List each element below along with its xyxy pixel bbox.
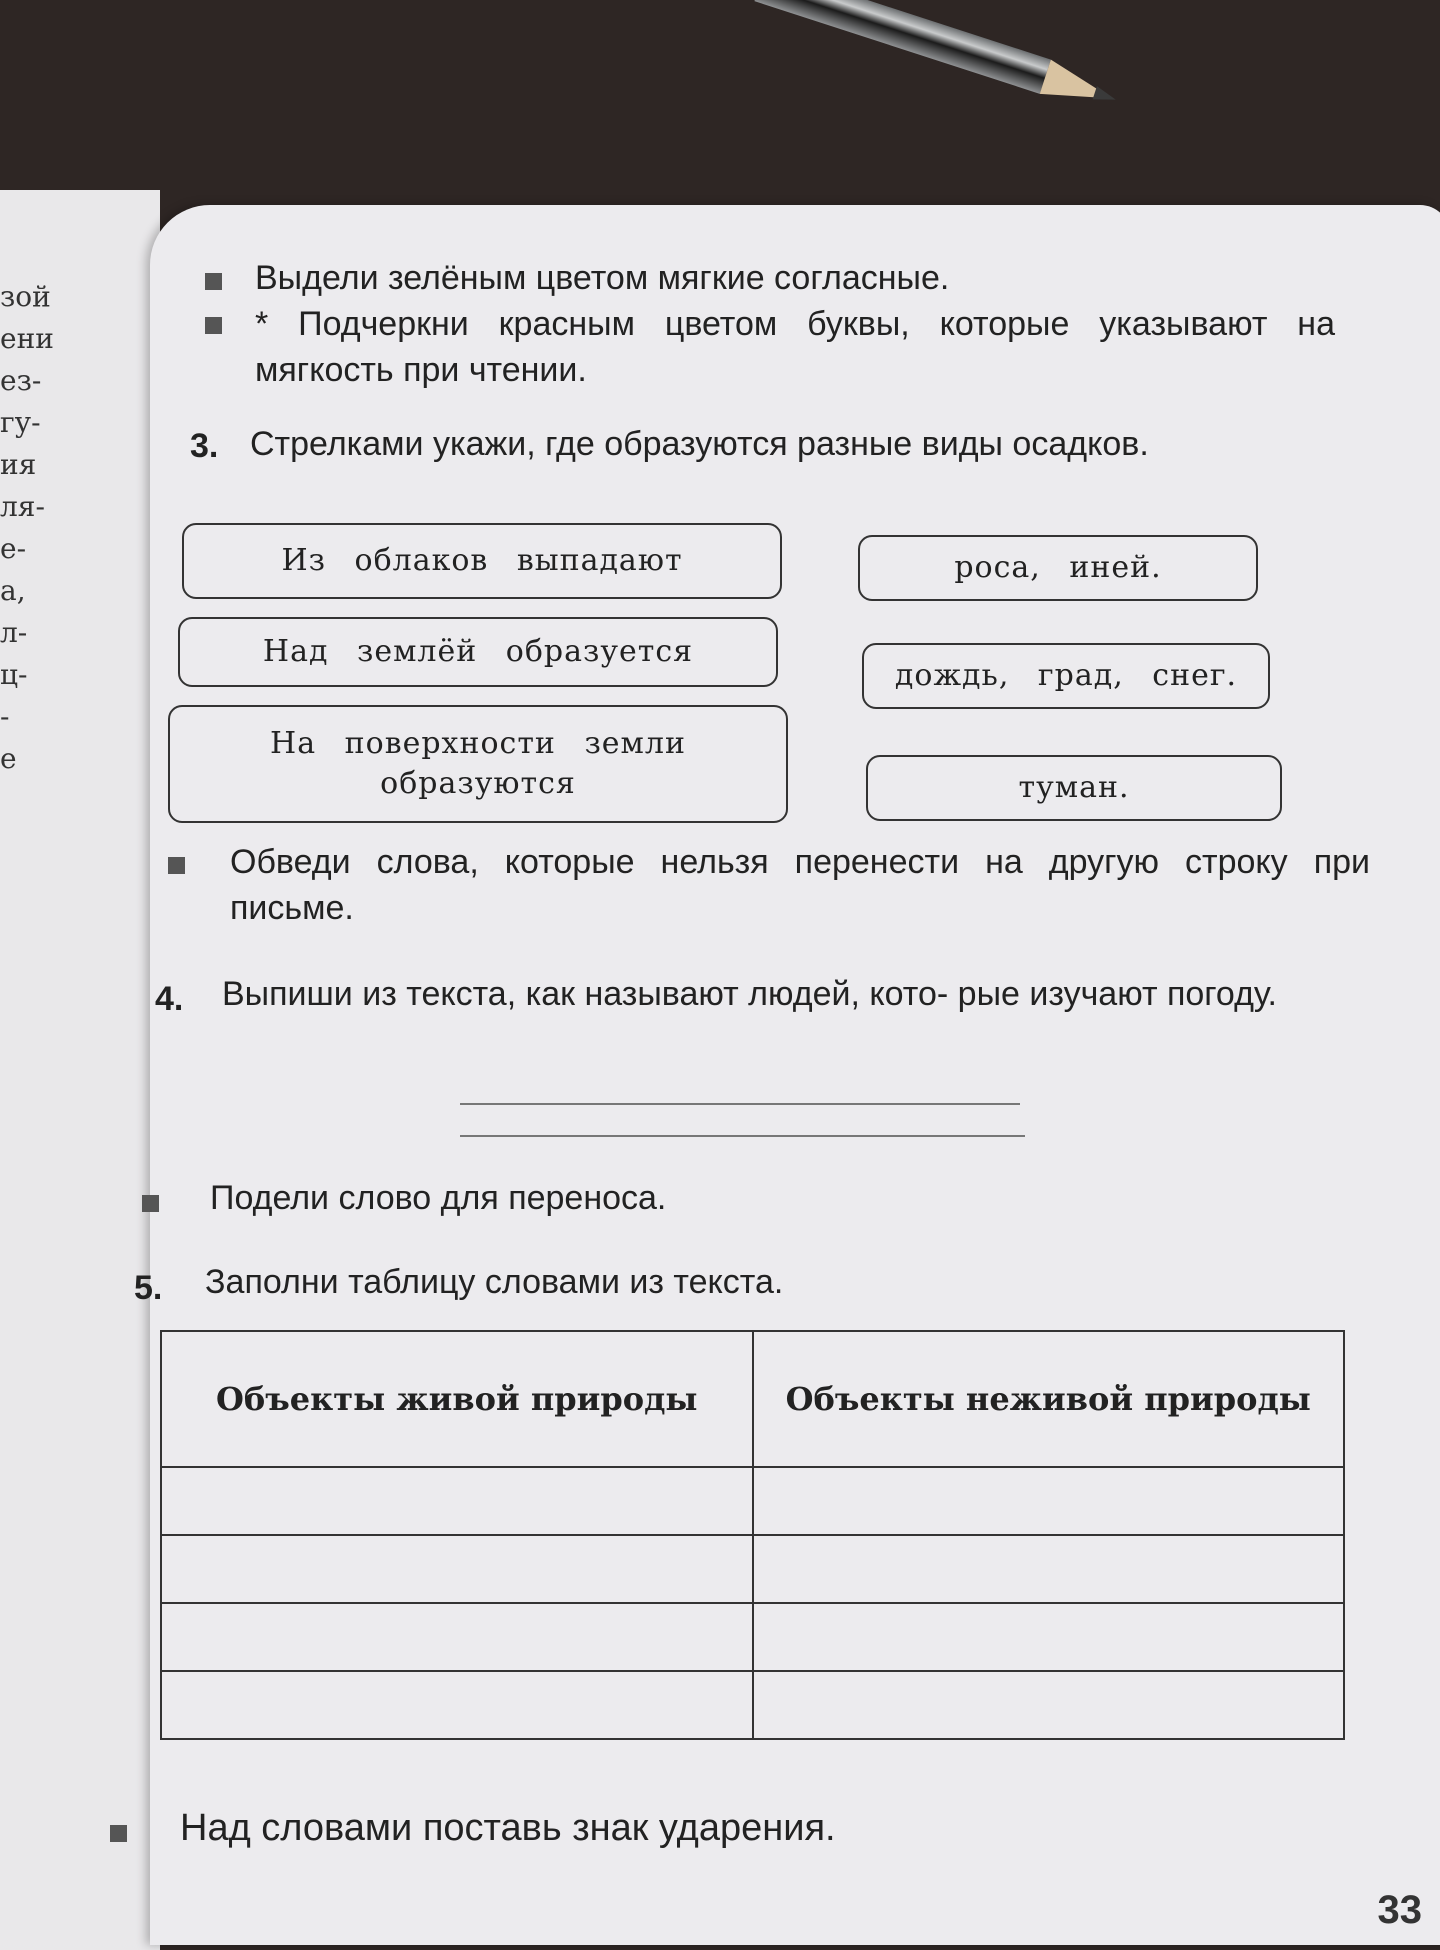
left-fragment: ц- [0, 658, 28, 691]
task-highlight-soft: Выдели зелёным цветом мягкие согласные. [255, 259, 950, 297]
task-stress-mark: Над словами поставь знак ударения. [180, 1807, 836, 1849]
table-cell-blank[interactable] [753, 1603, 1345, 1671]
left-fragment: ез- [0, 364, 42, 397]
task-number-3: 3. [190, 427, 219, 465]
table-cell-blank[interactable] [161, 1535, 753, 1603]
left-fragment: ля- [0, 490, 45, 523]
box-from-clouds: Из облаков выпадают [182, 523, 782, 599]
task-split-word: Подели слово для переноса. [210, 1179, 667, 1217]
left-fragment: ени [0, 322, 54, 355]
table-cell-blank[interactable] [753, 1671, 1345, 1739]
square-bullet-icon [205, 273, 222, 290]
square-bullet-icon [110, 1825, 127, 1842]
left-fragment: е [0, 742, 17, 775]
task-3-text: Стрелками укажи, где образуются разные виды осадков. [250, 425, 1149, 463]
table-cell-blank[interactable] [753, 1467, 1345, 1535]
task-5-text: Заполни таблицу словами из текста. [205, 1263, 784, 1301]
task-underline-red: * Подчеркни красным цветом буквы, которые указывают на мягкость при чтении. [255, 305, 1335, 389]
header-nonliving-nature: Объекты неживой природы [753, 1331, 1345, 1467]
table-cell-blank[interactable] [161, 1603, 753, 1671]
left-fragment: а, [0, 574, 26, 607]
left-fragment: е- [0, 532, 27, 565]
left-fragment: гу- [0, 406, 41, 439]
pencil-body [754, 0, 1050, 94]
nature-objects-table [160, 1330, 1345, 1740]
left-page-edge [0, 190, 163, 1950]
workbook-page [134, 205, 1440, 1945]
page-number: 33 [1377, 1888, 1422, 1932]
answer-line [460, 1135, 1025, 1137]
answer-line [460, 1103, 1020, 1105]
left-fragment: ия [0, 448, 37, 481]
box-on-surface: На поверхности земли образуются [168, 705, 788, 823]
box-dew-frost: роса, иней. [858, 535, 1258, 601]
left-fragment: - [0, 700, 10, 733]
box-fog: туман. [866, 755, 1282, 821]
table-cell-blank[interactable] [161, 1467, 753, 1535]
task-number-4: 4. [155, 980, 184, 1018]
left-fragment: зой [0, 280, 51, 313]
task-4-text: Выпиши из текста, как называют людей, кото- рые изучают погоду. [222, 975, 1277, 1013]
square-bullet-icon [205, 317, 222, 334]
left-fragment: л- [0, 616, 28, 649]
pencil-photo [753, 0, 1167, 137]
header-living-nature: Объекты живой природы [161, 1331, 753, 1467]
pencil-wood [1040, 60, 1118, 116]
task-number-5: 5. [134, 1269, 163, 1307]
square-bullet-icon [168, 857, 185, 874]
task-circle-words: Обведи слова, которые нельзя перенести на другую строку при письме. [230, 843, 1370, 927]
box-above-ground: Над землёй образуется [178, 617, 778, 687]
table-cell-blank[interactable] [161, 1671, 753, 1739]
square-bullet-icon [142, 1195, 159, 1212]
table-cell-blank[interactable] [753, 1535, 1345, 1603]
box-rain-hail-snow: дождь, град, снег. [862, 643, 1270, 709]
